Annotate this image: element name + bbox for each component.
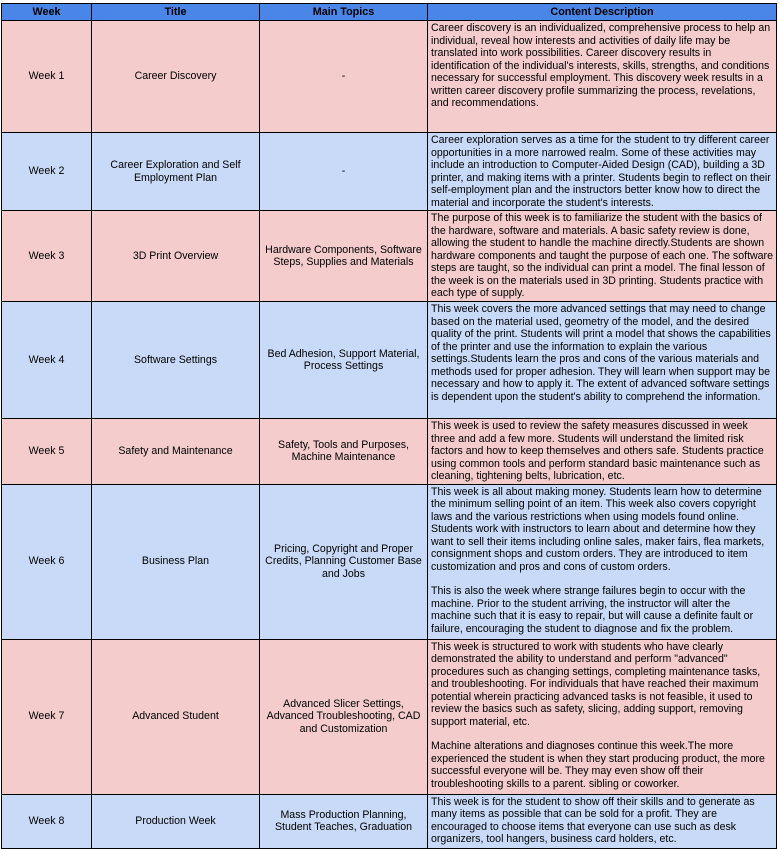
description-paragraph: This is also the week where strange failures begin to occur with the machine. Prior to the student arriving, the instructor will alter the machine such that it is easy to repair, but will cause a definite fault or failure, encouraging the student to diagnose and fix the problem. (431, 585, 754, 635)
topics-cell: - (260, 133, 428, 211)
description-paragraph: Machine alterations and diagnoses continue this week.The more experienced the student is when they start producing product, the more successful everyone will be. They may even show off their troubleshooting skills to a parent. sibling or coworker. (431, 740, 765, 790)
header-row (2, 4, 777, 21)
description-paragraph: This week is used to review the safety measures discussed in week three and add a few more. Students will understand the limited risk factors and how to keep themselves and others safe. Students practice using common tools and perform standard basic maintenance such as cleaning, tightening belts, lubrication, etc. (431, 420, 764, 482)
description-paragraph: The purpose of this week is to familiarize the student with the basics of the hardware, software and materials. A basic safety review is done, allowing the student to handle the machine directly.Students are shown hardware components and taught the purpose of each one. The software steps are taught, so the individual can print a model. The final lesson of the week is on the materials used in 3D printing. Students practice with each type of supply. (431, 212, 773, 299)
description-cell (428, 211, 777, 302)
description-paragraph: This week is for the student to show off their skills and to generate as many items as possible that can be sold for a profit. They are encouraged to choose items that everyone can use such as desk organizers, tool hangers, business card holders, etc. (431, 795, 755, 845)
description-paragraph: Career exploration serves as a time for the student to try different career opportunities in a more narrowed realm. Some of these activities may include an introduction to Computer-Aided Design (CAD), building a 3D printer, and making items with a printer. Students begin to reflect on their self-employment plan and the instructors better know how to direct the material and incorporate the student's interests. (431, 134, 771, 209)
title-cell: Safety and Maintenance (92, 419, 260, 485)
header-main-topics: Main Topics (260, 4, 428, 21)
description-cell (428, 639, 777, 794)
table-row (2, 794, 777, 848)
table-row (2, 133, 777, 211)
table-row (2, 419, 777, 485)
description-cell (428, 794, 777, 848)
title-cell: Career Discovery (92, 21, 260, 133)
topics-cell: Hardware Components, Software Steps, Supplies and Materials (260, 211, 428, 302)
description-paragraph: This week covers the more advanced settings that may need to change based on the material used, geometry of the model, and the desired quality of the print. Students will print a model that shows the capabilities of the printer and use the information to explain the various settings.Students learn the pros and cons of the various materials and methods used for proper adhesion. They will learn when support may be necessary and how to apply it. The extent of advanced software settings is dependent upon the student's ability to comprehend the information. (431, 303, 771, 403)
table-row (2, 302, 777, 419)
description-paragraph: This week is all about making money. Students learn how to determine the minimum selling point of an item. This week also covers copyright laws and the various restrictions when using models found online. Students work with instructors to learn about and determine how they want to sell their items including online sales, maker fairs, flea markets, consignment shops and custom orders. They are introduced to item customization and pros and cons of custom orders. (431, 485, 765, 573)
week-cell: Week 3 (2, 211, 92, 302)
description-cell (428, 21, 777, 133)
description-cell (428, 133, 777, 211)
week-cell: Week 7 (2, 639, 92, 794)
title-cell: Business Plan (92, 484, 260, 639)
header-title: Title (92, 4, 260, 21)
curriculum-table (1, 3, 777, 849)
topics-cell: Safety, Tools and Purposes, Machine Maintenance (260, 419, 428, 485)
week-cell: Week 5 (2, 419, 92, 485)
description-paragraph: This week is structured to work with students who have clearly demonstrated the ability to understand and perform "advanced" procedures such as changing settings, completing maintenance tasks, and troubleshooting. For individuals that have reached their maximum potential wherein practicing advanced tasks is not feasible, it used to review the basics such as safety, slicing, adding support, removing support material, etc. (431, 640, 761, 728)
topics-cell: - (260, 21, 428, 133)
description-paragraph: Career discovery is an individualized, comprehensive process to help an individual, reveal how interests and activities of daily life may be translated into work possibilities. Career discovery results in identification of the individual's interests, skills, strengths, and conditions necessary for successful employment. This discovery week results in a written career discovery profile summarizing the process, revelations, and recommendations. (431, 22, 771, 109)
topics-cell: Pricing, Copyright and Proper Credits, Planning Customer Base and Jobs (260, 484, 428, 639)
week-cell: Week 2 (2, 133, 92, 211)
header-content-description: Content Description (428, 4, 777, 21)
header-week: Week (2, 4, 92, 21)
description-cell (428, 484, 777, 639)
topics-cell: Advanced Slicer Settings, Advanced Troubleshooting, CAD and Customization (260, 639, 428, 794)
table-row (2, 484, 777, 639)
week-cell: Week 1 (2, 21, 92, 133)
title-cell: Career Exploration and Self Employment Plan (92, 133, 260, 211)
topics-cell: Mass Production Planning, Student Teaches, Graduation (260, 794, 428, 848)
title-cell: Production Week (92, 794, 260, 848)
table-row (2, 21, 777, 133)
table-row (2, 211, 777, 302)
description-cell (428, 302, 777, 419)
week-cell: Week 8 (2, 794, 92, 848)
topics-cell: Bed Adhesion, Support Material, Process Settings (260, 302, 428, 419)
week-cell: Week 6 (2, 484, 92, 639)
title-cell: Software Settings (92, 302, 260, 419)
title-cell: Advanced Student (92, 639, 260, 794)
week-cell: Week 4 (2, 302, 92, 419)
title-cell: 3D Print Overview (92, 211, 260, 302)
table-row (2, 639, 777, 794)
description-cell (428, 419, 777, 485)
